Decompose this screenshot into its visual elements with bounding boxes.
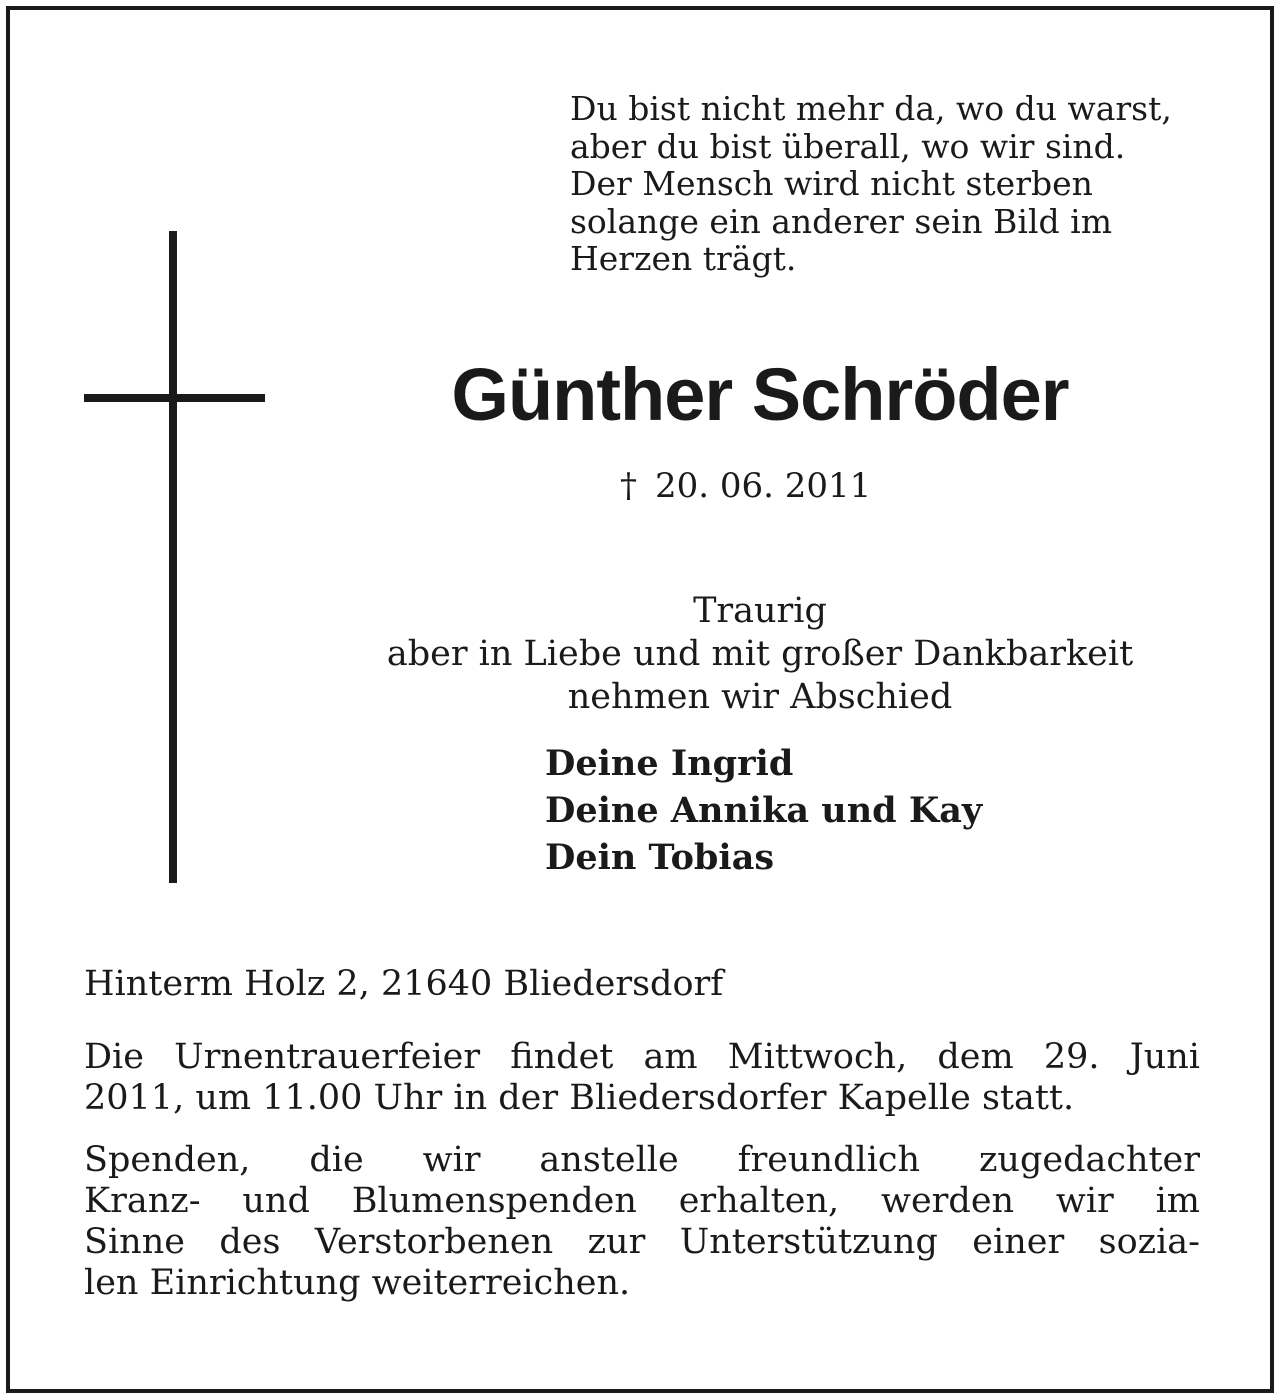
donations-line: len Einrichtung weiterreichen.: [84, 1263, 631, 1303]
cross-vertical-bar: [169, 231, 177, 883]
memorial-poem: [570, 90, 1250, 278]
farewell-text: [340, 590, 1180, 719]
poem-line: Herzen trägt.: [570, 239, 797, 278]
ceremony-line: Die Urnentrauerfeier findet am Mittwoch, dem 29. Juni: [84, 1037, 1200, 1077]
poem-line: Du bist nicht mehr da, wo du warst,: [570, 89, 1172, 128]
deceased-name: Günther Schröder: [451, 353, 1069, 436]
donations-notice: [84, 1140, 1200, 1304]
signer-name: Deine Annika und Kay: [545, 790, 983, 831]
signer-name: Deine Ingrid: [545, 743, 794, 784]
family-address: Hinterm Holz 2, 21640 Bliedersdorf: [84, 964, 724, 1004]
donations-line: Kranz- und Blumenspenden erhalten, werden wir im: [84, 1181, 1200, 1221]
poem-line: Der Mensch wird nicht sterben: [570, 164, 1093, 203]
signer-name: Dein Tobias: [545, 837, 775, 878]
ceremony-line: 2011, um 11.00 Uhr in der Bliedersdorfer Kapelle statt.: [84, 1078, 1075, 1118]
death-date: 20. 06. 2011: [655, 466, 872, 506]
signers-list: [545, 740, 982, 881]
donations-line: Spenden, die wir anstelle freundlich zugedachter: [84, 1140, 1200, 1180]
farewell-line: Traurig: [693, 591, 827, 631]
farewell-line: nehmen wir Abschied: [567, 677, 953, 717]
poem-line: solange ein anderer sein Bild im: [570, 201, 1112, 241]
donations-line: Sinne des Verstorbenen zur Unterstützung einer sozia-: [84, 1222, 1200, 1262]
cross-horizontal-bar: [84, 394, 265, 402]
dagger-icon: †: [620, 466, 637, 506]
ceremony-notice: [84, 1037, 1200, 1119]
poem-line: aber du bist überall, wo wir sind.: [570, 126, 1126, 166]
death-date-line: [620, 464, 871, 508]
farewell-line: aber in Liebe und mit großer Dankbarkeit: [386, 634, 1134, 674]
